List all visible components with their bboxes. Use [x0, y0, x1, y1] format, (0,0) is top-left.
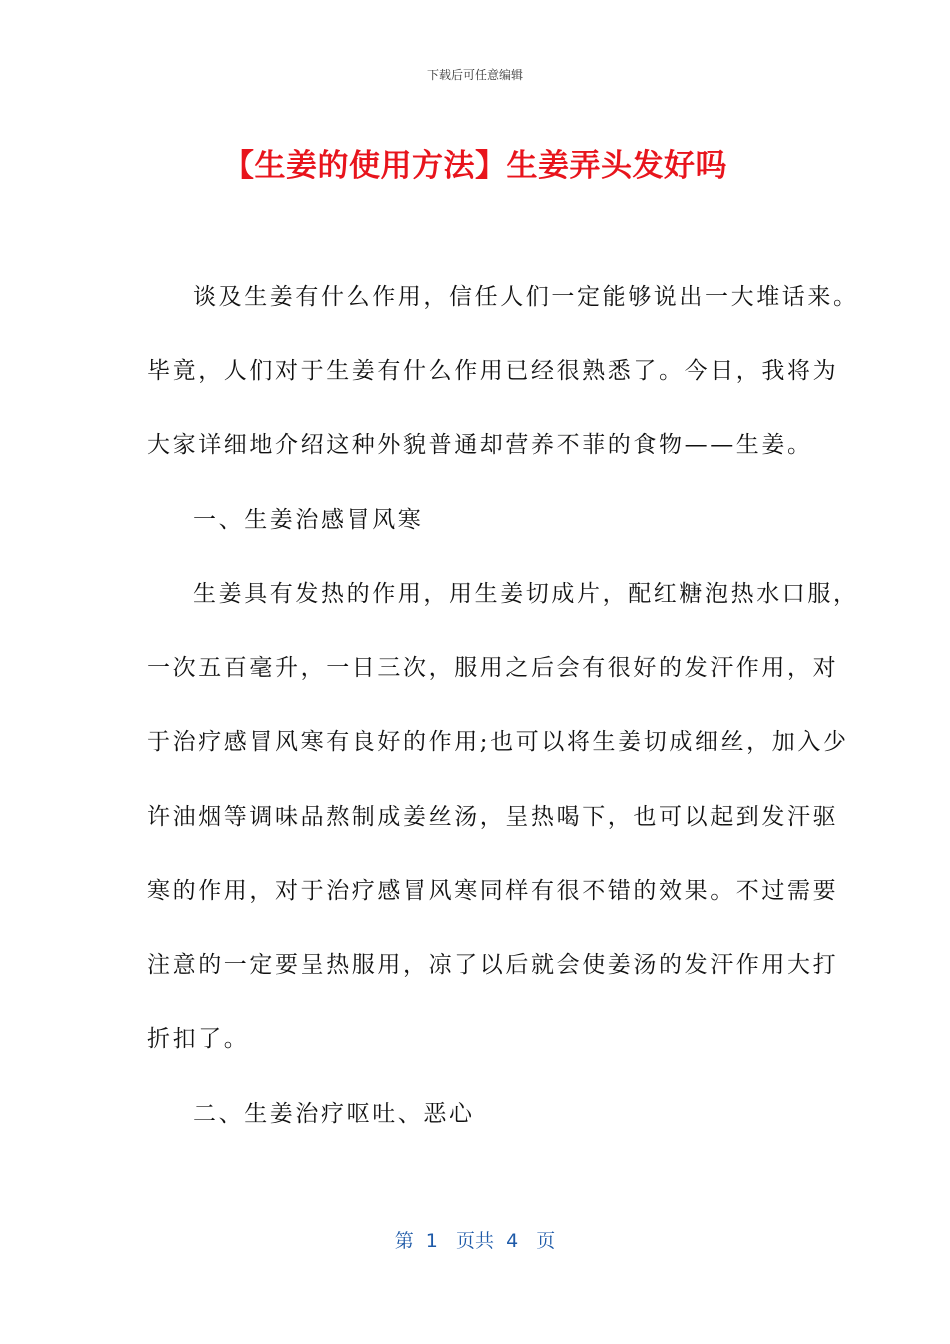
document-title: 【生姜的使用方法】生姜弄头发好吗	[223, 148, 727, 184]
paragraph-line: 毕竟，人们对于生姜有什么作用已经很熟悉了。今日，我将为	[147, 358, 839, 384]
section-heading: 一、生姜治感冒风寒	[193, 507, 424, 533]
header-note: 下载后可任意编辑	[426, 68, 523, 82]
paragraph-line: 寒的作用，对于治疗感冒风寒同样有很不错的效果。不过需要	[147, 878, 839, 904]
paragraph-line: 谈及生姜有什么作用，信任人们一定能够说出一大堆话来。	[193, 284, 859, 310]
paragraph-line: 于治疗感冒风寒有良好的作用;也可以将生姜切成细丝，加入少	[147, 729, 849, 755]
paragraph-line: 生姜具有发热的作用，用生姜切成片，配红糖泡热水口服，	[193, 581, 859, 607]
paragraph-line: 注意的一定要呈热服用，凉了以后就会使姜汤的发汗作用大打	[147, 952, 839, 978]
section-heading: 二、生姜治疗呕吐、恶心	[193, 1101, 475, 1127]
paragraph-line: 一次五百毫升，一日三次，服用之后会有很好的发汗作用，对	[147, 655, 839, 681]
paragraph-line: 折扣了。	[147, 1026, 250, 1052]
paragraph-line: 大家详细地介绍这种外貌普通却营养不菲的食物——生姜。	[147, 432, 813, 458]
paragraph-line: 许油烟等调味品熬制成姜丝汤，呈热喝下，也可以起到发汗驱	[147, 804, 839, 830]
page-footer: 第 1 页共 4 页	[394, 1230, 556, 1252]
